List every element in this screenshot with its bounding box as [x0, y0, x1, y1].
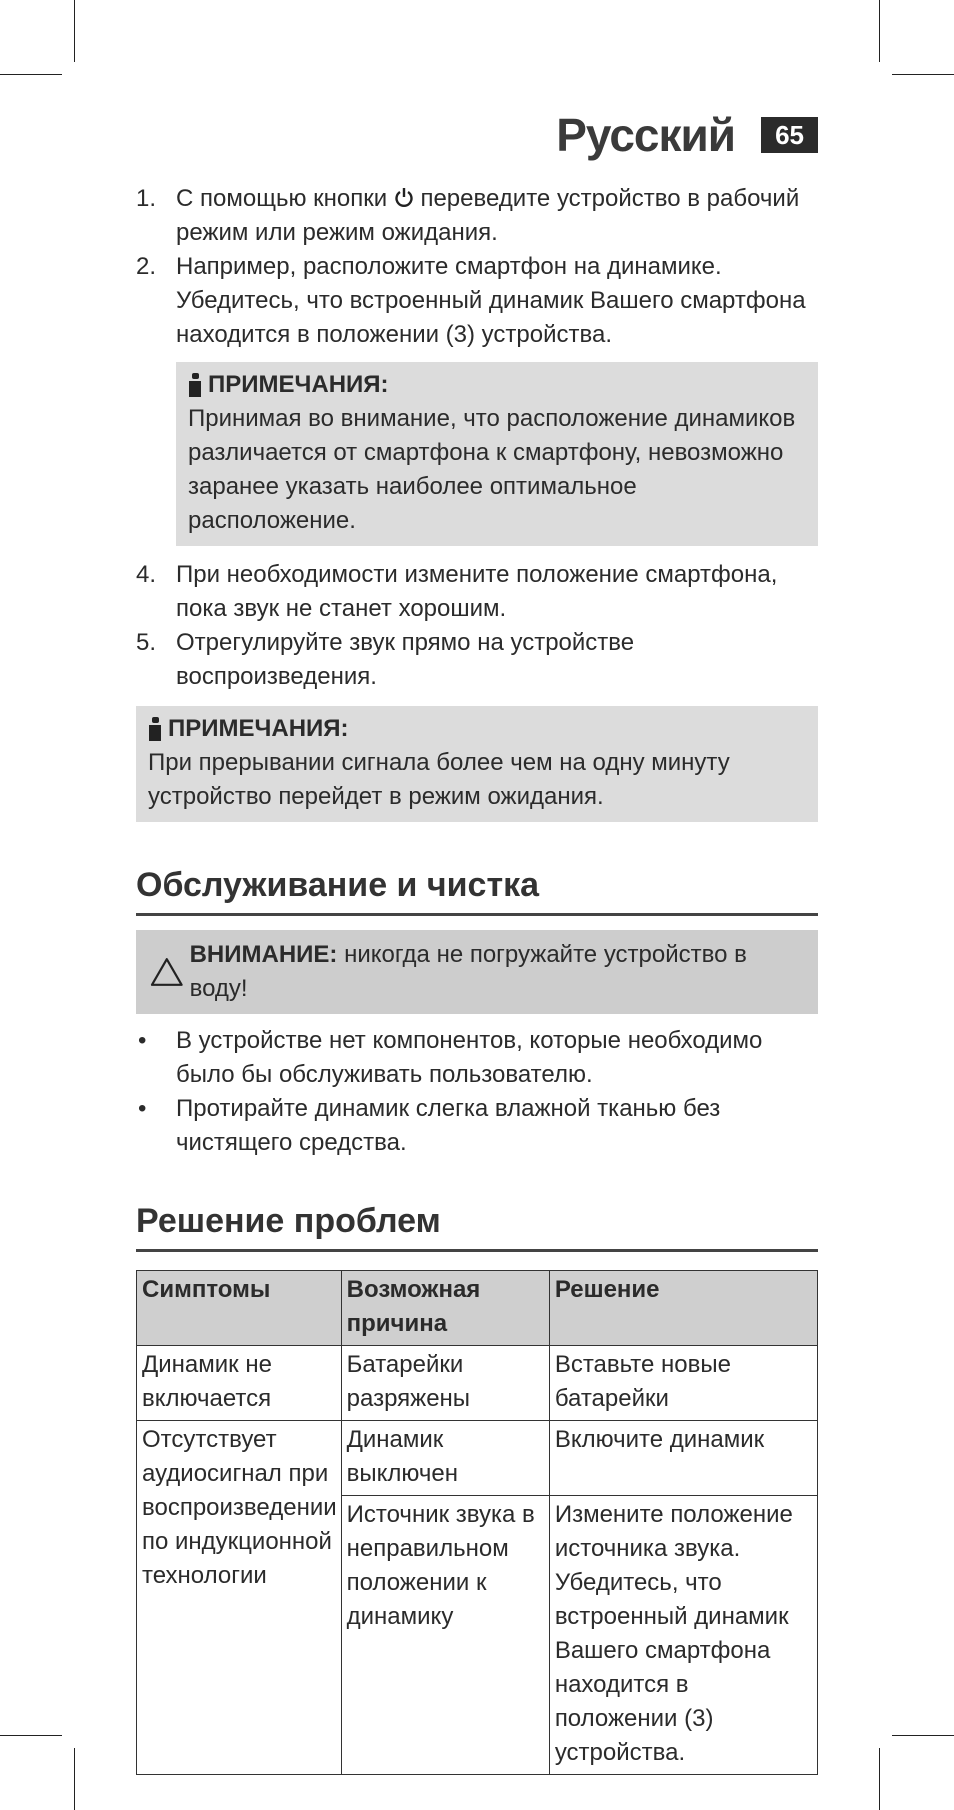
- note-title: ПРИМЕЧАНИЯ:: [168, 715, 349, 742]
- list-item: • Протирайте динамик слегка влажной тканью без чистящего средства.: [138, 1095, 721, 1156]
- steps-list: [136, 558, 818, 694]
- table-cell: Измените положение источника звука. Убедитесь, что встроенный динамик Вашего смартфона находится в положении (3) устройства.: [549, 1496, 817, 1775]
- note-text: Принимая во внимание, что расположение динамиков различается от смартфона к смартфону, невозможно заранее указать наиболее оптимальное расположение.: [188, 405, 796, 534]
- crop-mark: [879, 1748, 880, 1810]
- warning-box: [136, 930, 818, 1014]
- crop-mark: [0, 1735, 62, 1736]
- crop-mark: [892, 1735, 954, 1736]
- crop-mark: [0, 74, 62, 75]
- step-item: 1. С помощью кнопки переведите устройство в рабочий режим или режим ожидания.: [136, 185, 800, 246]
- crop-mark: [892, 74, 954, 75]
- note-box: [176, 362, 818, 546]
- power-icon: [394, 187, 414, 209]
- page-content: [136, 182, 818, 1775]
- table-row: [137, 1346, 818, 1421]
- warning-label: ВНИМАНИЕ:: [189, 941, 338, 968]
- page-number: 65: [761, 117, 818, 153]
- section-heading: Обслуживание и чистка: [136, 866, 818, 916]
- column-header: Возможная причина: [341, 1271, 549, 1346]
- note-box: [136, 706, 818, 822]
- table-cell: Источник звука в неправильном положении к динамику: [341, 1496, 549, 1775]
- step-item: 2. Например, расположите смартфон на динамике. Убедитесь, что встроенный динамик Вашего смартфона находится в положении (3) устройства.: [136, 253, 806, 348]
- warning-text: никогда не погружайте устройство в воду!: [189, 941, 747, 1002]
- table-row: [137, 1421, 818, 1496]
- info-icon: [148, 717, 162, 741]
- column-header: Решение: [549, 1271, 817, 1346]
- table-cell: Динамик не включается: [137, 1346, 342, 1421]
- table-cell: Батарейки разряжены: [341, 1346, 549, 1421]
- column-header: Симптомы: [137, 1271, 342, 1346]
- maintenance-list: [136, 1024, 818, 1160]
- page-header: [556, 108, 818, 162]
- troubleshooting-table: [136, 1270, 818, 1775]
- section-heading: Решение проблем: [136, 1202, 818, 1252]
- crop-mark: [74, 0, 75, 62]
- step-item: 5. Отрегулируйте звук прямо на устройстве воспроизведения.: [136, 629, 635, 690]
- table-header-row: [137, 1271, 818, 1346]
- info-icon: [188, 373, 202, 397]
- table-cell: Вставьте новые батарейки: [549, 1346, 817, 1421]
- step-item: 4. При необходимости измените положение смартфона, пока звук не станет хорошим.: [136, 561, 778, 622]
- table-cell: Динамик выключен: [341, 1421, 549, 1496]
- table-cell: Включите динамик: [549, 1421, 817, 1496]
- crop-mark: [879, 0, 880, 62]
- list-item: • В устройстве нет компонентов, которые необходимо было бы обслуживать пользователю.: [138, 1027, 763, 1088]
- crop-mark: [74, 1748, 75, 1810]
- warning-icon: [150, 957, 184, 987]
- note-text: При прерывании сигнала более чем на одну минуту устройство перейдет в режим ожидания.: [148, 749, 730, 810]
- note-title: ПРИМЕЧАНИЯ:: [208, 371, 389, 398]
- language-title: Русский: [556, 109, 736, 161]
- steps-list: [136, 182, 818, 352]
- table-cell: Отсутствует аудиосигнал при воспроизведении по индукционной технологии: [137, 1421, 342, 1775]
